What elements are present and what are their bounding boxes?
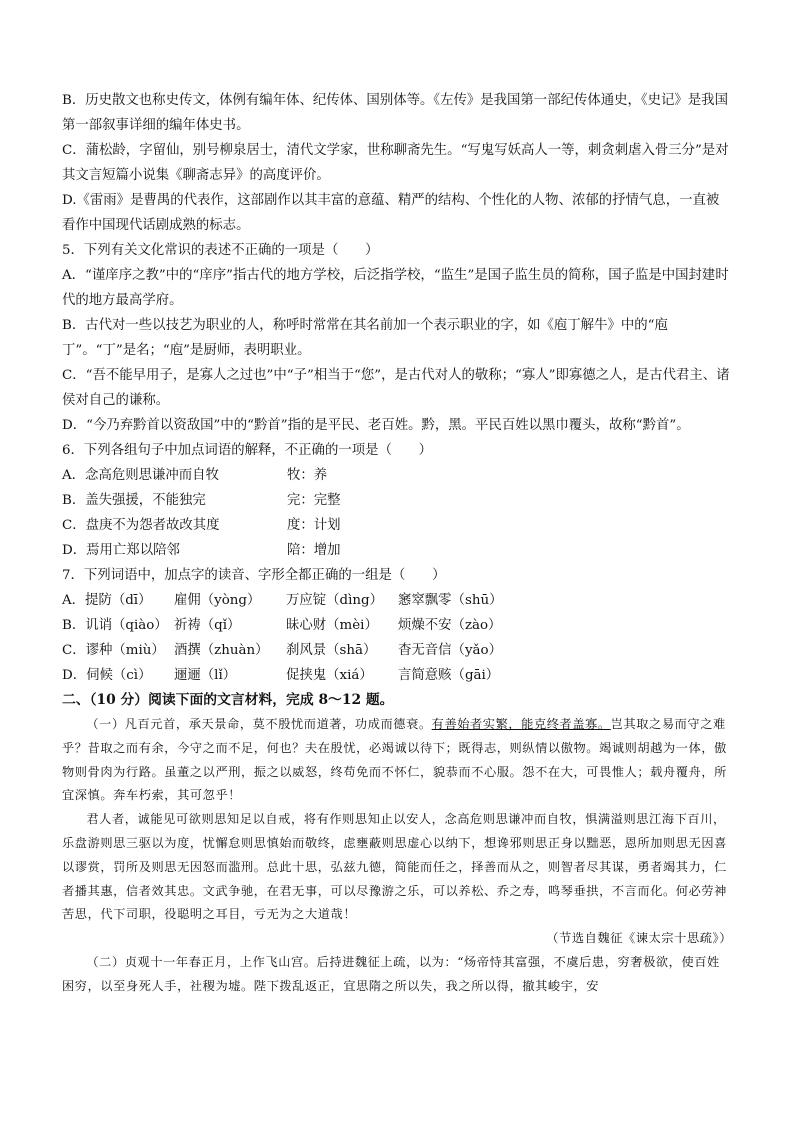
q6-sentence: B．盖失强援，不能独完 <box>62 493 206 508</box>
q5-option-d: D．“今乃弃黔首以资敌国”中的“黔首”指的是平民、老百姓。黔，黑。平民百姓以黑巾覆头，故称“黔首”。 <box>62 418 690 433</box>
passage-text: 岂其取之易而守之难乎？昔取之而有余，今守之而不足，何也？夫在殷忧，必竭诚以待下；既得志，则纵情以傲物。竭诚则胡越为一体，傲物则骨肉为行路。虽董之以严刑，振之以威怒，终苟免而不怀仁，貌恭而不心服。怨不在大，可畏惟人；载舟覆舟，所宜深慎。奔车朽索，其可忽乎！ <box>62 717 727 803</box>
underlined-sentence: 有善始者实繁，能克终者盖寡。 <box>431 717 611 731</box>
q6-option <box>62 538 732 563</box>
q6-explanation: 陪：增加 <box>287 543 341 558</box>
q5-stem: 5．下列有关文化常识的表述不正确的一项是（ ） <box>62 243 379 258</box>
q7-option-row <box>62 638 732 663</box>
q7-word: 昧心财（mèi） <box>286 618 378 633</box>
q7-option-row <box>62 613 732 638</box>
q4-option-c: C．蒲松龄，字留仙，别号柳泉居士，清代文学家，世称聊斋先生。“写鬼写妖高人一等，刺贪刺虐入骨三分”是对其文言短篇小说集《聊斋志异》的高度评价。 <box>62 143 729 183</box>
classical-passage <box>62 713 732 999</box>
q6-sentence: A．念高危则思谦冲而自牧 <box>62 468 219 483</box>
q5-option-c: C．“吾不能早用子，是寡人之过也”中“子”相当于“您”，是古代对人的敬称；“寡人”即寡德之人，是古代君主、诸侯对自己的谦称。 <box>62 368 730 408</box>
q7-word: 窸窣飘零（shū） <box>398 593 503 608</box>
q7-word: 雇佣（yòng） <box>174 593 261 608</box>
passage-paragraph-2: 君人者，诚能见可欲则思知足以自戒，将有作则思知止以安人，念高危则思谦冲而自牧，惧满溢则思江海下百川，乐盘游则思三驱以为度，忧懈怠则思慎始而敬终，虑壅蔽则思虚心以纳下，想谗邪则思正身以黜恶，恩所加则思无因喜以谬赏，罚所及则思无因怒而滥刑。总此十思，弘兹九德，简能而任之，择善而从之，则智者尽其谋，勇者竭其力，仁者播其惠，信者效其忠。文武争驰，在君无事，可以尽豫游之乐，可以养松、乔之寿，鸣琴垂拱，不言而化。何必劳神苦思，代下司职，役聪明之耳目，亏无为之大道哉！ <box>62 812 727 922</box>
passage-paragraph-1 <box>62 713 732 808</box>
section-title: 二、（10 分）阅读下面的文言材料，完成 8～12 题。 <box>62 692 394 708</box>
passage-source: （节选自魏征《谏太宗十思疏》） <box>546 931 732 946</box>
q7-word: 祈祷（qǐ） <box>174 618 241 633</box>
q7-word: 逦逦（lǐ） <box>174 668 237 683</box>
q6-option <box>62 488 732 513</box>
q7-word: 刹风景（shā） <box>286 643 377 658</box>
q7-word: A．提防（dī） <box>62 593 152 608</box>
q7-word: 杳无音信（yǎo） <box>398 643 502 658</box>
q7-word: 酒撰（zhuàn） <box>174 643 269 658</box>
q4-option-d: D.《雷雨》是曹禺的代表作，这部剧作以其丰富的意蕴、精严的结构、个性化的人物、浓郁的抒情气息，一直被看作中国现代话剧成熟的标志。 <box>62 193 720 233</box>
q4-option-b: B．历史散文也称史传文，体例有编年体、纪传体、国别体等。《左传》是我国第一部纪传体通史，《史记》是我国第一部叙事详细的编年体史书。 <box>62 93 728 133</box>
q7-word: 促挟鬼（xiá） <box>286 668 373 683</box>
q6-sentence: C．盘庚不为怨者故改其度 <box>62 518 220 533</box>
q6-option <box>62 513 732 538</box>
q7-word: 万应锭（dìng） <box>286 593 384 608</box>
exam-page <box>62 88 732 999</box>
q6-sentence: D．焉用亡郑以陪邻 <box>62 543 180 558</box>
q6-explanation: 度：计划 <box>287 518 341 533</box>
q5-option-b: B．古代对一些以技艺为职业的人，称呼时常常在其名前加一个表示职业的字，如《庖丁解牛》中的“庖丁”。“丁”是名；“庖”是厨师，表明职业。 <box>62 318 668 358</box>
q6-explanation: 牧：养 <box>287 468 328 483</box>
q6-stem: 6．下列各组句子中加点词语的解释，不正确的一项是（ ） <box>62 443 433 458</box>
passage-text: （一）凡百元首，承天景命，莫不殷忧而道著，功成而德衰。 <box>86 717 432 731</box>
q7-word: D．伺候（cì） <box>62 668 152 683</box>
q7-word: 言简意赅（gāi） <box>398 668 500 683</box>
q7-word: C．谬种（miù） <box>62 643 165 658</box>
q7-word: B．讥诮（qiào） <box>62 618 168 633</box>
q6-option <box>62 463 732 488</box>
q6-explanation: 完：完整 <box>287 493 341 508</box>
q5-option-a: A．“谨庠序之教”中的“庠序”指古代的地方学校，后泛指学校，“监生”是国子监生员的简称，国子监是中国封建时代的地方最高学府。 <box>62 268 729 308</box>
passage-paragraph-3: （二）贞观十一年春正月，上作飞山宫。后持进魏征上疏，以为：“炀帝恃其富强，不虞后患，穷奢极欲，使百姓困穷，以至身死人手，社稷为墟。陛下拨乱返正，宜思隋之所以失，我之所以得，撤其峻宇，安 <box>62 954 720 993</box>
q7-option-row <box>62 663 732 688</box>
q7-word: 烦燥不安（zào） <box>398 618 502 633</box>
q7-option-row <box>62 588 732 613</box>
q7-stem: 7．下列词语中，加点字的读音、字形全都正确的一组是（ ） <box>62 568 446 583</box>
